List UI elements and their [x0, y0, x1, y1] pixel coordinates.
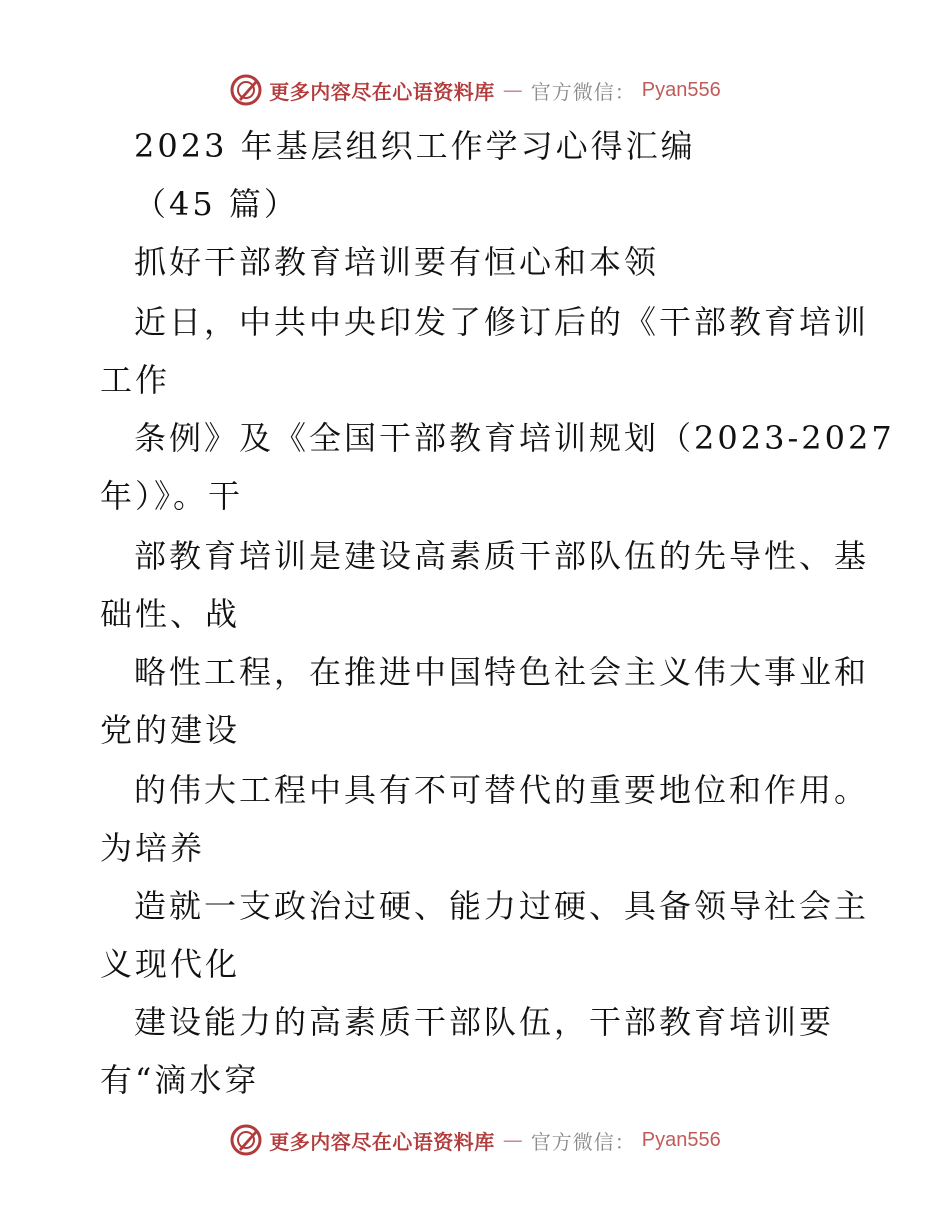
document-title: 2023 年基层组织工作学习心得汇编	[134, 127, 696, 165]
watermark-dash: —	[502, 1128, 523, 1152]
document-subtitle: （45 篇）	[134, 185, 299, 223]
body-line: 近日，中共中央印发了修订后的《干部教育培训	[134, 303, 870, 341]
body-line: 工作	[100, 361, 171, 399]
watermark-brand-text: 更多内容尽在心语资料库	[269, 1129, 495, 1154]
body-line: 党的建设	[100, 711, 241, 749]
header-watermark	[0, 70, 950, 110]
watermark-wechat-id: Pyan556	[641, 78, 721, 101]
article-heading: 抓好干部教育培训要有恒心和本领	[134, 243, 660, 281]
body-line: 建设能力的高素质干部队伍，干部教育培训要	[134, 1003, 835, 1041]
body-line: 略性工程，在推进中国特色社会主义伟大事业和	[134, 653, 870, 691]
body-line: 为培养	[100, 829, 206, 867]
body-line: 条例》及《全国干部教育培训规划（2023-2027	[134, 419, 895, 457]
body-line: 的伟大工程中具有不可替代的重要地位和作用。	[134, 771, 870, 809]
body-line: 础性、战	[100, 595, 241, 633]
body-line: 有“滴水穿	[100, 1061, 260, 1099]
watermark-wechat-id: Pyan556	[641, 1128, 721, 1151]
watermark-wechat-label: 官方微信：	[530, 79, 636, 104]
watermark-dash: —	[502, 78, 523, 102]
footer-watermark	[0, 1120, 950, 1160]
brand-logo-icon	[229, 1123, 263, 1157]
brand-logo-icon	[229, 73, 263, 107]
body-line: 义现代化	[100, 945, 241, 983]
watermark-wechat-label: 官方微信：	[530, 1129, 636, 1154]
body-line: 部教育培训是建设高素质干部队伍的先导性、基	[134, 537, 870, 575]
watermark-brand-text: 更多内容尽在心语资料库	[269, 79, 495, 104]
body-line: 年）》。干	[100, 477, 244, 515]
body-line: 造就一支政治过硬、能力过硬、具备领导社会主	[134, 887, 870, 925]
